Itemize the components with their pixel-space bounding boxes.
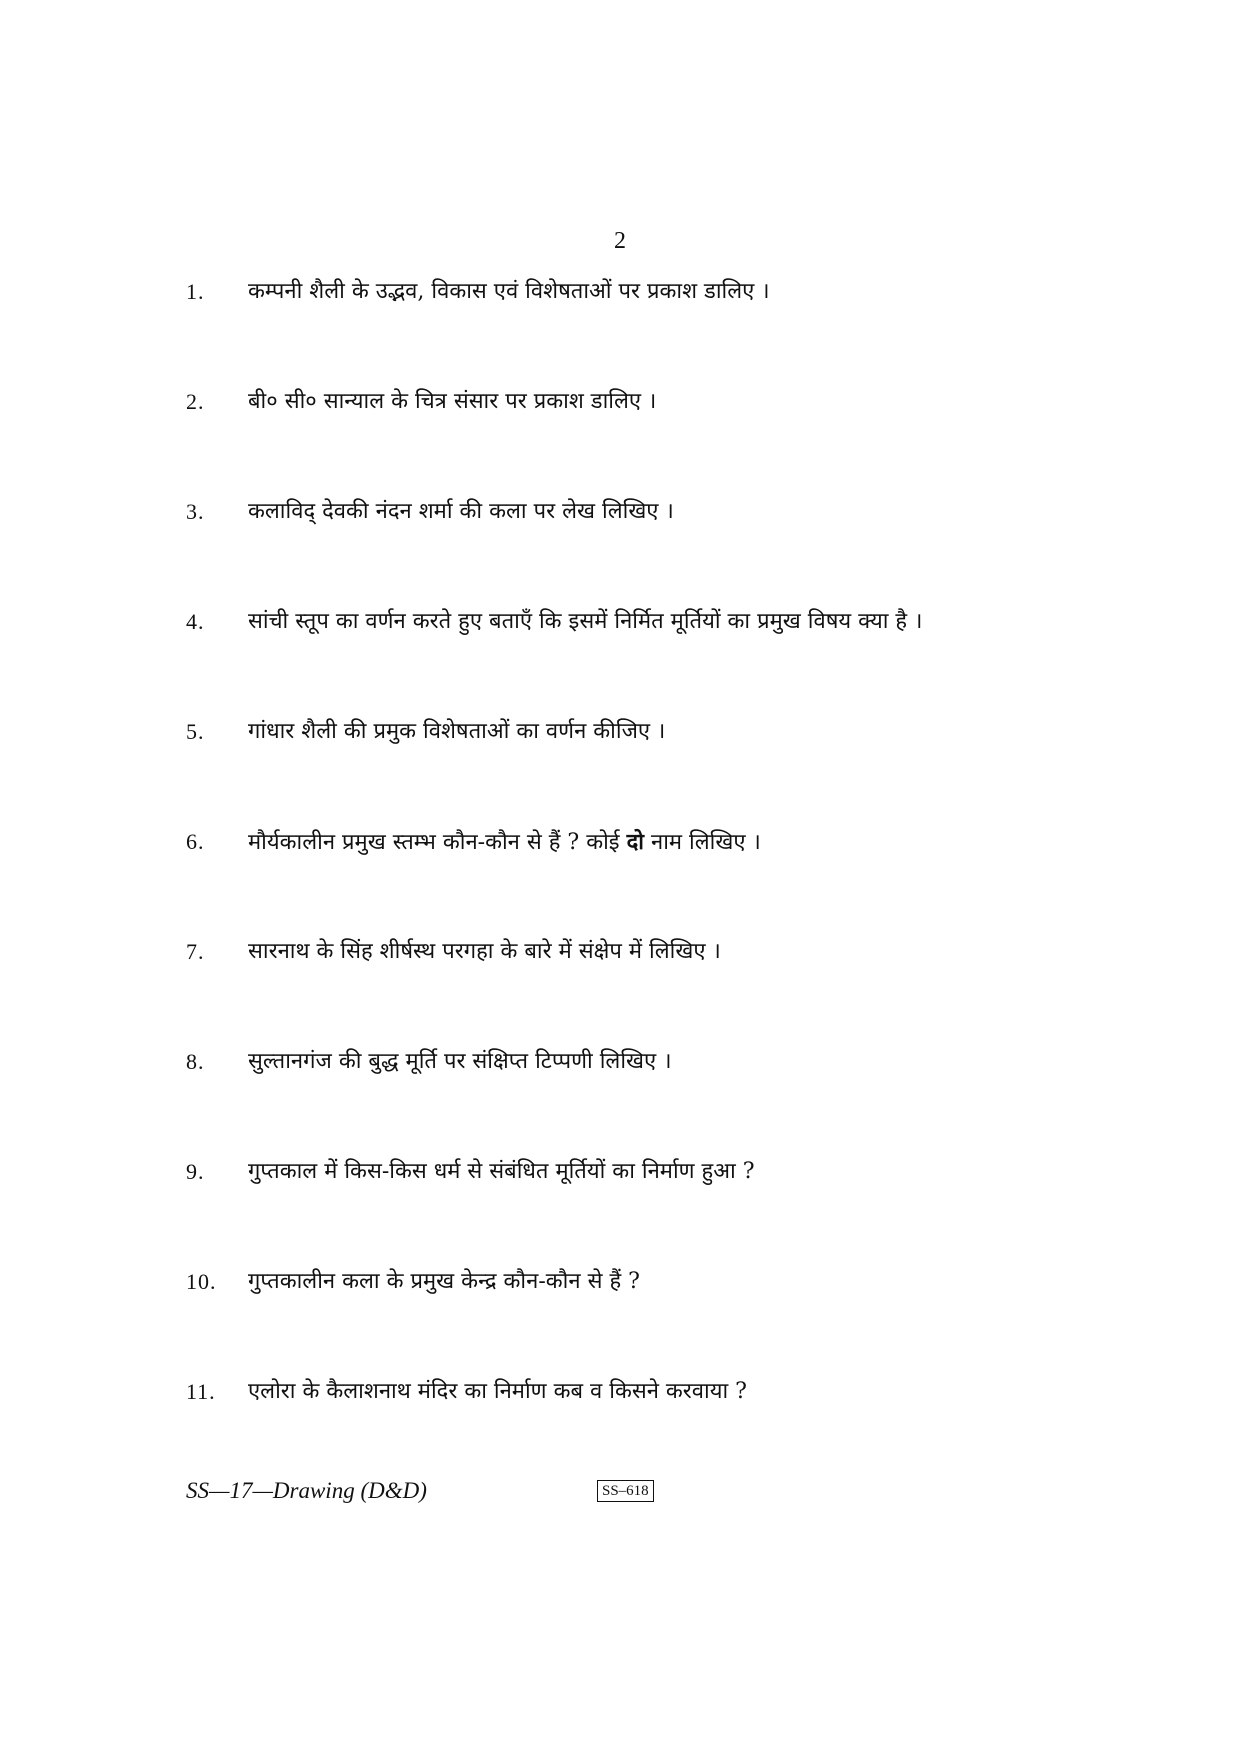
question-text-emphasis: दो — [626, 829, 644, 855]
question-number: 6. — [186, 829, 205, 854]
question-item — [186, 822, 1206, 862]
question-text: एलोरा के कैलाशनाथ मंदिर का निर्माण कब व किसने करवाया ? — [248, 1379, 747, 1404]
question-item — [186, 382, 1206, 422]
question-item — [186, 1042, 1206, 1082]
question-text-after: नाम लिखिए । — [651, 830, 761, 855]
question-text: सांची स्तूप का वर्णन करते हुए बताएँ कि इसमें निर्मित मूर्तियों का प्रमुख विषय क्या है । — [248, 609, 923, 634]
question-item — [186, 272, 1206, 312]
question-text — [248, 822, 761, 863]
question-text: बी० सी० सान्याल के चित्र संसार पर प्रकाश डालिए । — [248, 389, 657, 414]
question-text: सुल्तानगंज की बुद्ध मूर्ति पर संक्षिप्त टिप्पणी लिखिए । — [248, 1049, 672, 1074]
question-item — [186, 1372, 1206, 1412]
question-number: 5. — [186, 719, 205, 744]
footer-paper-label: SS—17—Drawing (D&D) — [186, 1478, 427, 1503]
question-text: कम्पनी शैली के उद्भव, विकास एवं विशेषताओं पर प्रकाश डालिए । — [248, 279, 770, 304]
question-text: कलाविद् देवकी नंदन शर्मा की कला पर लेख लिखिए । — [248, 499, 674, 524]
question-number: 7. — [186, 939, 205, 964]
question-number: 10. — [186, 1269, 217, 1294]
question-text-before: मौर्यकालीन प्रमुख स्तम्भ कौन-कौन से हैं ? कोई — [248, 830, 620, 855]
question-text: सारनाथ के सिंह शीर्षस्थ परगहा के बारे में संक्षेप में लिखिए । — [248, 939, 721, 964]
page-number: 2 — [614, 228, 626, 254]
footer-paper-code: SS–618 — [597, 1480, 654, 1502]
question-item — [186, 712, 1206, 752]
question-number: 3. — [186, 499, 205, 524]
question-number: 2. — [186, 389, 205, 414]
question-item — [186, 932, 1206, 972]
question-text: गुप्तकालीन कला के प्रमुख केन्द्र कौन-कौन से हैं ? — [248, 1269, 640, 1294]
question-number: 1. — [186, 279, 205, 304]
question-item — [186, 492, 1206, 532]
question-text: गांधार शैली की प्रमुक विशेषताओं का वर्णन कीजिए । — [248, 719, 666, 744]
question-text: गुप्तकाल में किस-किस धर्म से संबंधित मूर्तियों का निर्माण हुआ ? — [248, 1159, 755, 1184]
question-number: 4. — [186, 609, 205, 634]
question-item — [186, 1262, 1206, 1302]
question-item — [186, 1152, 1206, 1192]
question-item — [186, 602, 1206, 642]
question-number: 11. — [186, 1379, 216, 1404]
question-number: 8. — [186, 1049, 205, 1074]
question-number: 9. — [186, 1159, 205, 1184]
